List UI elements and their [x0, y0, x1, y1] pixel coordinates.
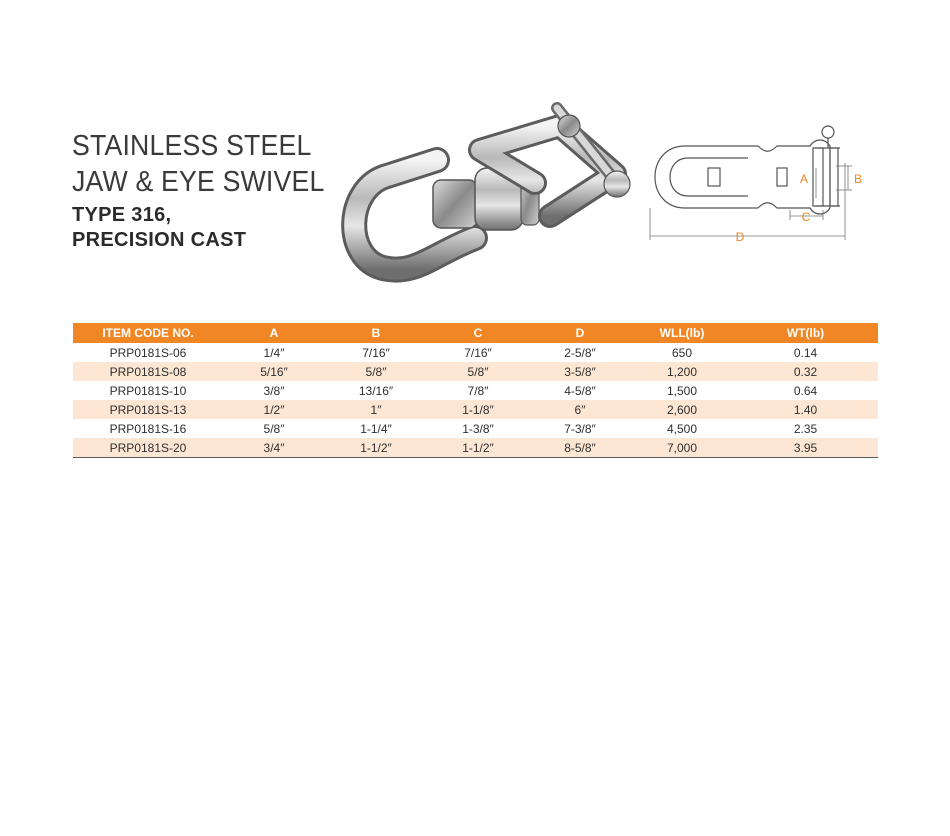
- a-cell: 3/8″: [263, 383, 285, 398]
- a-cell: 3/4″: [223, 438, 325, 458]
- header-wt: WT(lb): [786, 326, 825, 340]
- wll-cell: 650: [671, 345, 693, 360]
- dimension-label-c: C: [801, 210, 811, 224]
- d-cell: 8-5/8″: [529, 438, 631, 458]
- wt-cell: 3.95: [733, 438, 878, 458]
- b-cell: 1-1/2″: [325, 438, 427, 458]
- dimension-label-b: B: [853, 172, 863, 186]
- wll-cell: 2,600: [666, 402, 698, 417]
- d-cell: 2-5/8″: [564, 345, 596, 360]
- header-b: B: [371, 326, 381, 340]
- table-row: [73, 438, 878, 458]
- table-row: [73, 400, 878, 419]
- title-line-1: STAINLESS STEEL: [72, 130, 312, 162]
- c-cell: 7/8″: [467, 383, 489, 398]
- b-cell: 7/16″: [362, 345, 390, 360]
- wt-cell: 0.32: [793, 364, 818, 379]
- wt-cell: 0.14: [793, 345, 818, 360]
- c-cell: 7/16″: [464, 345, 492, 360]
- d-cell: 6″: [574, 402, 586, 417]
- swivel-product-photo: [325, 88, 645, 293]
- table-row: [73, 362, 878, 381]
- table-row: [73, 343, 878, 362]
- header-d: D: [575, 326, 585, 340]
- b-cell: 13/16″: [358, 383, 394, 398]
- b-cell: 1-1/4″: [360, 421, 392, 436]
- c-cell: 1-3/8″: [462, 421, 494, 436]
- b-cell: 5/8″: [365, 364, 387, 379]
- d-cell: 3-5/8″: [564, 364, 596, 379]
- table-row: [73, 419, 878, 438]
- a-cell: 1/4″: [263, 345, 285, 360]
- wt-cell: 0.64: [793, 383, 818, 398]
- wll-cell: 1,200: [666, 364, 698, 379]
- item-code-cell: PRP0181S-06: [109, 345, 187, 360]
- dimension-label-d: D: [735, 230, 745, 244]
- subtitle-line-2: PRECISION CAST: [72, 229, 247, 251]
- title-line-2: JAW & EYE SWIVEL: [72, 166, 325, 198]
- item-code-cell: PRP0181S-08: [109, 364, 187, 379]
- header-a: A: [269, 326, 279, 340]
- table-row: [73, 381, 878, 400]
- dimension-diagram: [640, 118, 870, 258]
- a-cell: 5/8″: [263, 421, 285, 436]
- wt-cell: 2.35: [793, 421, 818, 436]
- item-code-cell: PRP0181S-16: [109, 421, 187, 436]
- a-cell: 1/2″: [263, 402, 285, 417]
- c-cell: 5/8″: [467, 364, 489, 379]
- a-cell: 5/16″: [260, 364, 288, 379]
- dimension-label-a: A: [799, 172, 809, 186]
- item-code-cell: PRP0181S-20: [73, 438, 223, 458]
- item-code-cell: PRP0181S-10: [109, 383, 187, 398]
- wll-cell: 4,500: [666, 421, 698, 436]
- d-cell: 4-5/8″: [564, 383, 596, 398]
- spec-table: [73, 323, 878, 458]
- header-c: C: [473, 326, 483, 340]
- subtitle-line-1: TYPE 316,: [72, 204, 172, 226]
- header-wll: WLL(lb): [659, 326, 705, 340]
- wt-cell: 1.40: [793, 402, 818, 417]
- table-header-row: [73, 323, 878, 343]
- header-item-code: ITEM CODE NO.: [102, 326, 194, 340]
- c-cell: 1-1/2″: [427, 438, 529, 458]
- wll-cell: 7,000: [631, 438, 733, 458]
- wll-cell: 1,500: [666, 383, 698, 398]
- product-title: [72, 128, 346, 253]
- b-cell: 1″: [370, 402, 382, 417]
- c-cell: 1-1/8″: [462, 402, 494, 417]
- d-cell: 7-3/8″: [564, 421, 596, 436]
- item-code-cell: PRP0181S-13: [109, 402, 187, 417]
